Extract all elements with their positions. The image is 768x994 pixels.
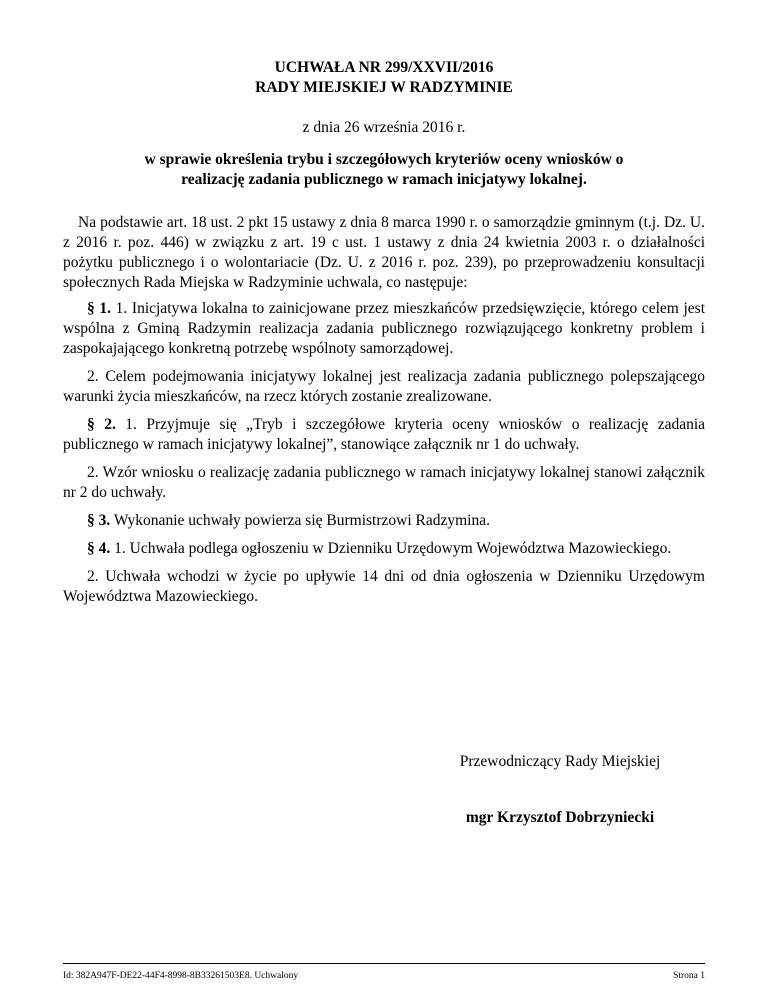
page-number: Strona 1 xyxy=(673,971,705,981)
council-name: RADY MIEJSKIEJ W RADZYMINIE xyxy=(255,79,513,96)
subject-line-1: w sprawie określenia trybu i szczegółowych kryteriów oceny wniosków o xyxy=(144,151,624,168)
resolution-body xyxy=(63,213,705,615)
section-4-paragraph-1 xyxy=(63,539,705,559)
section-3-paragraph xyxy=(63,511,705,531)
section-mark: § 1. xyxy=(87,300,112,317)
section-text: 2. Uchwała wchodzi w życie po upływie 14 dni od dnia ogłoszenia w Dzienniku Urzędowym Województwa Mazowieckiego. xyxy=(63,568,705,605)
section-mark: § 2. xyxy=(87,416,116,433)
resolution-date: z dnia 26 września 2016 r. xyxy=(302,119,466,136)
section-text: 1. Inicjatywa lokalna to zainicjowane przez mieszkańców przedsięwzięcie, którego celem jest wspólna z Gminą Radzymin realizacja zadania publicznego rozwiązującego konkretny problem i zaspokajającego konkretną potrzebę wspólnoty samorządowej. xyxy=(63,300,706,357)
signatory-title: Przewodniczący Rady Miejskiej xyxy=(459,753,661,770)
signatory-name: mgr Krzysztof Dobrzyniecki xyxy=(465,809,655,826)
section-text: 1. Przyjmuje się „Tryb i szczegółowe kryteria oceny wniosków o realizację zadania publicznego w ramach inicjatywy lokalnej”, stanowiące załącznik nr 1 do uchwały. xyxy=(63,416,706,453)
resolution-subject xyxy=(100,150,668,190)
subject-line-2: realizację zadania publicznego w ramach inicjatywy lokalnej. xyxy=(181,171,587,188)
page-footer xyxy=(63,963,705,981)
section-text: 1. Uchwała podlega ogłoszeniu w Dzienniku Urzędowym Województwa Mazowieckiego. xyxy=(114,540,672,557)
section-text: 2. Wzór wniosku o realizację zadania publicznego w ramach inicjatywy lokalnej stanowi załącznik nr 2 do uchwały. xyxy=(63,464,705,501)
section-text: 2. Celem podejmowania inicjatywy lokalnej jest realizacja zadania publicznego polepszającego warunki życia mieszkańców, na rzecz których zostanie zrealizowane. xyxy=(63,368,705,405)
section-mark: § 3. xyxy=(87,512,111,529)
section-1-paragraph-1 xyxy=(63,299,705,359)
legal-basis-paragraph: Na podstawie art. 18 ust. 2 pkt 15 ustawy z dnia 8 marca 1990 r. o samorządzie gminnym (t.j. Dz. U. z 2016 r. poz. 446) w związku z art. 19 c ust. 1 ustawy z dnia 24 kwietnia 2003 r. o działalności pożytku publicznego i o wolontariacie (Dz. U. z 2016 r. poz. 239), po przeprowadzeniu konsultacji społecznych Rada Miejska w Radzyminie uchwala, co następuje: xyxy=(63,214,705,291)
resolution-number: UCHWAŁA NR 299/XXVII/2016 xyxy=(274,59,494,76)
section-4-paragraph-2 xyxy=(63,567,705,607)
section-2-paragraph-2 xyxy=(63,463,705,503)
document-id: Id: 382A947F-DE22-44F4-8998-8B33261503E8. Uchwalony xyxy=(63,971,299,981)
section-1-paragraph-2 xyxy=(63,367,705,407)
resolution-header xyxy=(0,58,768,98)
section-2-paragraph-1 xyxy=(63,415,705,455)
section-text: Wykonanie uchwały powierza się Burmistrzowi Radzymina. xyxy=(113,512,490,529)
section-mark: § 4. xyxy=(87,540,111,557)
